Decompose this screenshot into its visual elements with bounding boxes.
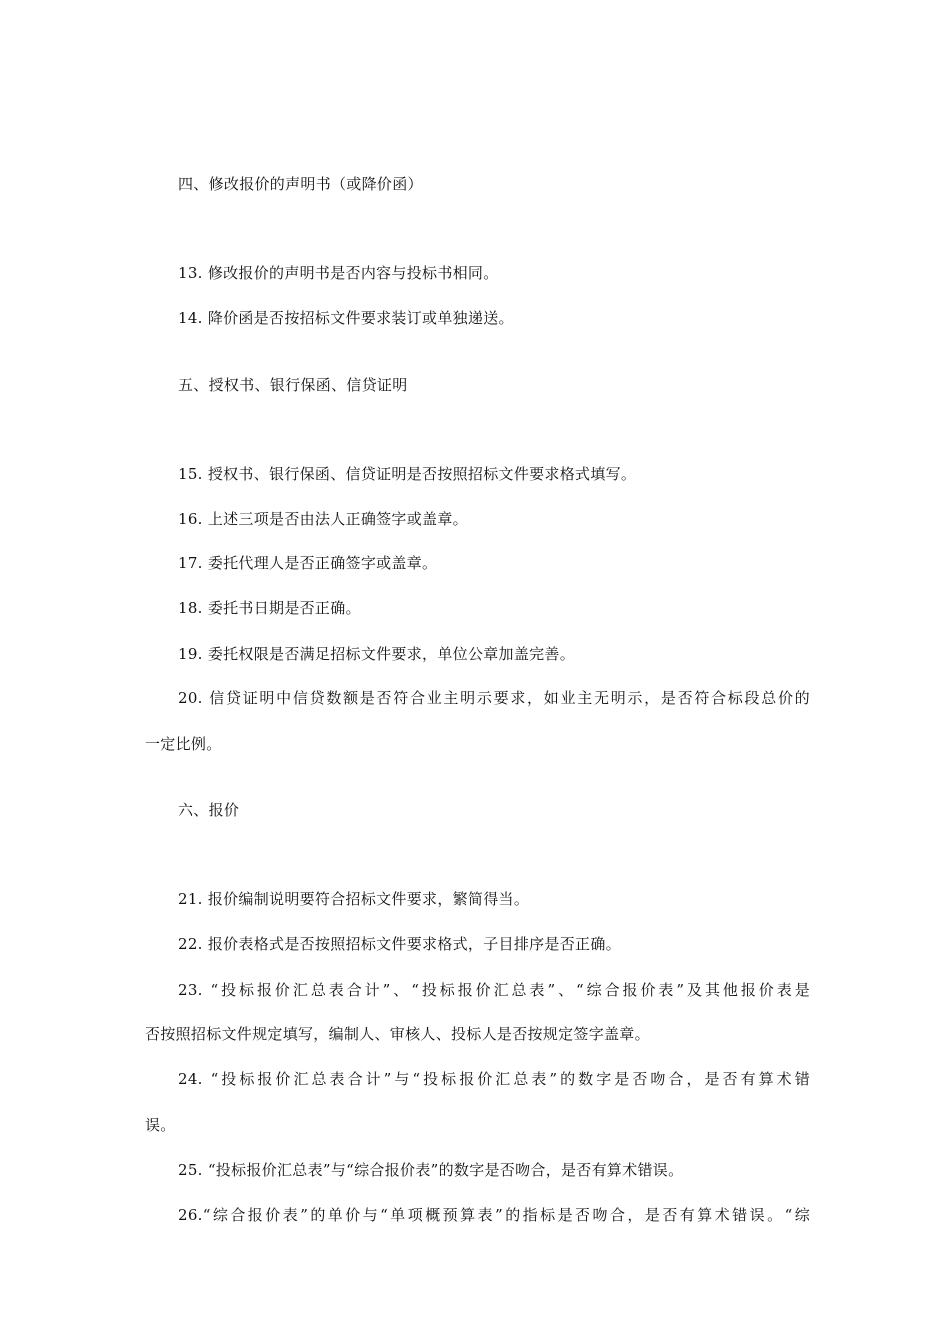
list-item: 13. 修改报价的声明书是否内容与投标书相同。 xyxy=(178,264,499,282)
list-item: 20. 信贷证明中信贷数额是否符合业主明示要求，如业主无明示，是否符合标段总价的 xyxy=(178,689,810,707)
section-heading: 六、报价 xyxy=(178,801,240,819)
list-item: 23. “投标报价汇总表合计”、“投标报价汇总表”、“综合报价表”及其他报价表是 xyxy=(178,981,810,999)
list-item-continuation: 一定比例。 xyxy=(145,735,222,753)
list-item: 16. 上述三项是否由法人正确签字或盖章。 xyxy=(178,510,468,528)
section-heading: 四、修改报价的声明书（或降价函） xyxy=(178,175,423,193)
list-item: 15. 授权书、银行保函、信贷证明是否按照招标文件要求格式填写。 xyxy=(178,465,637,483)
list-item: 17. 委托代理人是否正确签字或盖章。 xyxy=(178,554,438,572)
list-item-continuation: 误。 xyxy=(145,1116,176,1134)
list-item: 24. “投标报价汇总表合计”与“投标报价汇总表”的数字是否吻合，是否有算术错 xyxy=(178,1070,810,1088)
list-item: 18. 委托书日期是否正确。 xyxy=(178,599,361,617)
section-heading: 五、授权书、银行保函、信贷证明 xyxy=(178,376,408,394)
list-item-continuation: 否按照招标文件规定填写，编制人、审核人、投标人是否按规定签字盖章。 xyxy=(145,1025,650,1043)
list-item: 19. 委托权限是否满足招标文件要求，单位公章加盖完善。 xyxy=(178,645,576,663)
list-item: 22. 报价表格式是否按照招标文件要求格式，子目排序是否正确。 xyxy=(178,935,621,953)
list-item: 14. 降价函是否按招标文件要求装订或单独递送。 xyxy=(178,309,514,327)
list-item: 25. “投标报价汇总表”与“综合报价表”的数字是否吻合，是否有算术错误。 xyxy=(178,1161,684,1179)
list-item: 26.“综合报价表”的单价与“单项概预算表”的指标是否吻合，是否有算术错误。“综 xyxy=(178,1206,810,1224)
list-item: 21. 报价编制说明要符合招标文件要求，繁简得当。 xyxy=(178,890,530,908)
